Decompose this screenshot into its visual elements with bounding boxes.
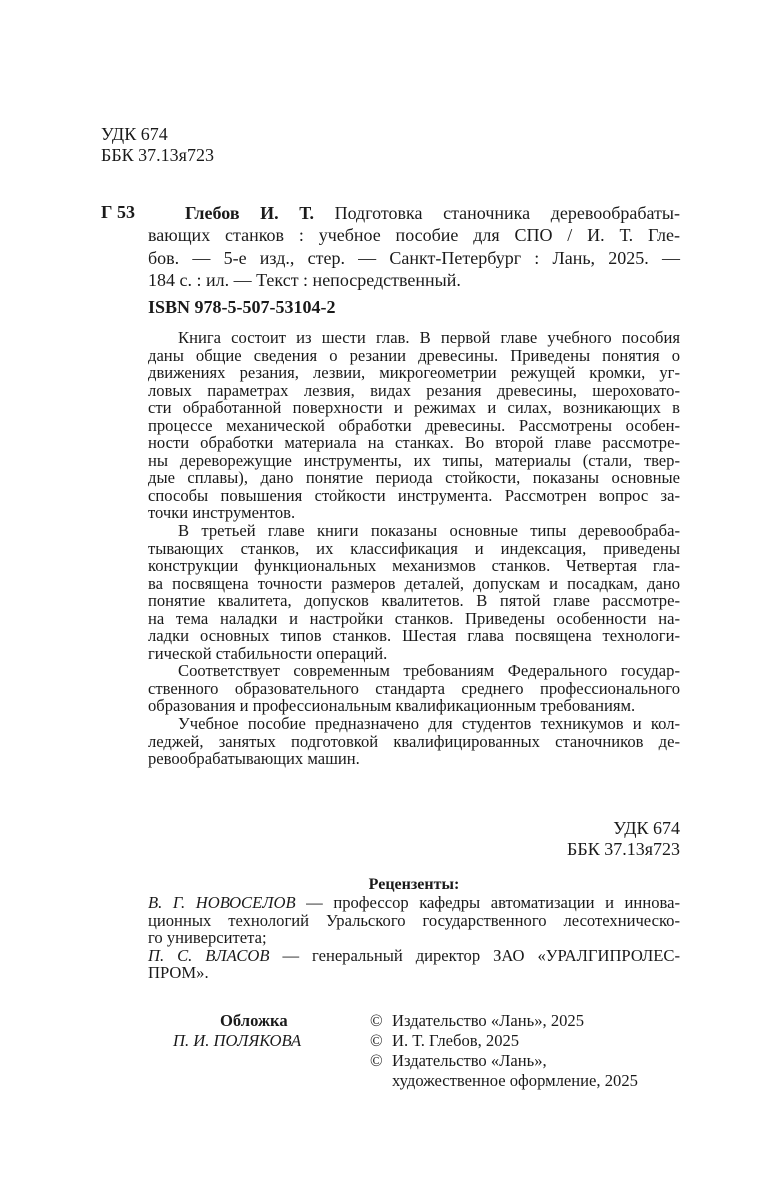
copyright-icon: ©: [370, 1031, 383, 1050]
copyright-line: [370, 1051, 638, 1071]
abstract-line: конструкции функциональных механизмов станков. Четвертая гла-: [148, 556, 680, 576]
abstract-line: сти обработанной поверхности и режимах и силах, возникающих в: [148, 398, 680, 418]
reviewer-line: ПРОМ».: [148, 963, 209, 983]
copyright-text: Издательство «Лань»,: [392, 1051, 547, 1070]
reviewer-line: го университета;: [148, 928, 267, 948]
entry-line: вающих станков : учебное пособие для СПО / И. Т. Гле-: [148, 225, 680, 246]
abstract-line: гической стабильности операций.: [148, 643, 388, 663]
abstract-line: ловых параметрах лезвия, видах резания древесины, шероховато-: [148, 380, 680, 400]
abstract-line: Книга состоит из шести глав. В первой главе учебного пособия: [178, 328, 680, 347]
entry-line: [148, 202, 680, 224]
abstract-line: образования и профессиональным квалификационным требованиям.: [148, 696, 636, 716]
copyright-icon: ©: [370, 1051, 383, 1070]
abstract-line: ва посвящена точности размеров деталей, допускам и посадкам, дано: [148, 573, 680, 593]
reviewer-name: П. С. ВЛАСОВ: [148, 945, 270, 965]
entry-title: Подготовка станочника деревообрабаты-: [313, 203, 681, 223]
author-name: Глебов И. Т.: [185, 203, 314, 223]
copyright-line: [370, 1031, 638, 1051]
classification-footer: [567, 818, 680, 860]
udk-code: УДК 674: [613, 818, 680, 838]
copyright-line: художественное оформление, 2025: [392, 1071, 638, 1090]
abstract-line: Соответствует современным требованиям Федерального государ-: [178, 661, 680, 681]
reviewer-line: [148, 894, 680, 912]
abstract-line: процессе механической обработки древесины. Рассмотрены особен-: [148, 415, 680, 435]
copyright-line: [370, 1011, 638, 1031]
bbk-code: ББК 37.13я723: [101, 145, 214, 165]
abstract-line: тывающих станков, их классификация и индексация, приведены: [148, 538, 680, 558]
bibliographic-entry: [148, 202, 680, 291]
abstract-line: дые сплавы), дано понятие периода стойкости, показаны основные: [148, 468, 680, 488]
abstract-line: способы повышения стойкости инструмента. Рассмотрен вопрос за-: [148, 485, 680, 505]
abstract-line: на тема наладки и настройки станков. Приведены особенности на-: [148, 608, 680, 628]
reviewers-list: [148, 894, 680, 982]
abstract-line: ности обработки материала на станках. Во второй главе рассмотре-: [148, 433, 680, 453]
reviewer-name: В. Г. НОВОСЕЛОВ: [148, 893, 296, 912]
abstract-line: Учебное пособие предназначено для студентов техникумов и кол-: [178, 714, 680, 734]
cover-title: Обложка: [220, 1011, 288, 1030]
cover-artist: П. И. ПОЛЯКОВА: [173, 1031, 302, 1050]
copyright-icon: ©: [370, 1011, 383, 1030]
abstract-line: леджей, занятых подготовкой квалифицированных станочников де-: [148, 731, 680, 751]
classification-header: [101, 124, 214, 166]
reviewer-line: ционных технологий Уральского государственного лесотехническо-: [148, 910, 680, 930]
copyright-block: [370, 1011, 638, 1091]
abstract-line: В третьей главе книги показаны основные типы деревообраба-: [178, 521, 680, 541]
copyright-text: И. Т. Глебов, 2025: [392, 1031, 520, 1050]
abstract-line: даны общие сведения о резании древесины. Приведены понятия о: [148, 345, 680, 365]
udk-code: УДК 674: [101, 124, 168, 144]
abstract-line: точки инструментов.: [148, 503, 296, 523]
abstract-line: ны дереворежущие инструменты, их типы, материалы (стали, твер-: [148, 450, 680, 470]
abstract-line: ственного образовательного стандарта среднего профессионального: [148, 678, 680, 698]
reviewer-desc: — генеральный директор ЗАО «УРАЛГИПРОЛЕС-: [269, 945, 680, 965]
reviewers-title: Рецензенты:: [368, 876, 460, 893]
abstract-line: движениях резания, лезвии, микрогеометрии режущей кромки, уг-: [148, 363, 680, 383]
copyright-text: Издательство «Лань», 2025: [392, 1011, 585, 1030]
abstract-line: понятие квалитета, допусков квалитетов. В пятой главе рассмотре-: [148, 591, 680, 611]
abstract-line: ладки основных типов станков. Шестая глава посвящена технологи-: [148, 626, 680, 646]
entry-line: 184 с. : ил. — Текст : непосредственный.: [148, 269, 461, 290]
reviewer-line: [148, 947, 680, 965]
abstract: [148, 329, 680, 768]
abstract-line: ревообрабатывающих машин.: [148, 749, 360, 769]
isbn: ISBN 978-5-507-53104-2: [148, 297, 336, 317]
reviewer-desc: — профессор кафедры автоматизации и иннова-: [295, 893, 681, 912]
author-mark: Г 53: [101, 202, 135, 222]
bbk-code: ББК 37.13я723: [567, 839, 680, 859]
entry-line: бов. — 5-е изд., стер. — Санкт-Петербург : Лань, 2025. —: [148, 247, 680, 268]
